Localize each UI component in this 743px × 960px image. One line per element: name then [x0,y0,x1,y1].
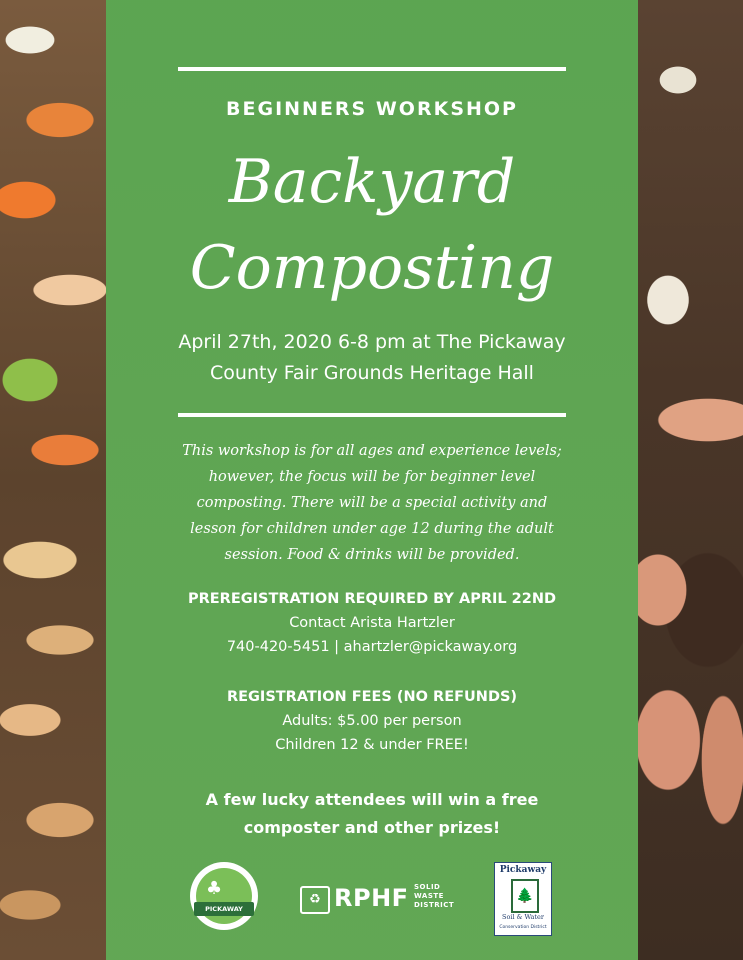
pickaway-swcd-logo [494,862,552,936]
prize-announcement [106,786,638,842]
middle-divider [178,413,566,417]
contact-name: Contact Arista Hartzler [289,615,455,631]
event-date-location [106,327,638,389]
pickaway-park-district-logo [190,862,258,930]
swcd-title: Pickaway [499,865,547,875]
eyebrow-heading: BEGINNERS WORKSHOP [226,98,518,120]
family-icon: ♣ [206,878,223,899]
title-line-2: Composting [189,233,555,303]
prize-line-1: A few lucky attendees will win a free [205,790,539,809]
registration-heading: PREREGISTRATION REQUIRED BY APRIL 22ND [187,591,557,607]
fee-children: Children 12 & under FREE! [275,737,469,753]
recycle-icon: ♻ [300,886,330,914]
fees-heading: REGISTRATION FEES (NO REFUNDS) [226,689,518,705]
contact-phone-email: 740-420-5451 | ahartzler@pickaway.org [226,639,518,655]
top-divider [178,67,566,71]
park-logo-text: PICKAWAY [194,902,254,916]
fee-adults: Adults: $5.00 per person [282,713,462,729]
date-line-2: County Fair Grounds Heritage Hall [210,362,534,384]
flyer-panel [106,0,638,960]
date-line-1: April 27th, 2020 6-8 pm at The Pickaway [178,331,566,353]
rphf-name: RPHF [334,884,409,912]
registration-section [106,587,638,659]
title-line-1: Backyard [228,147,516,217]
tree-water-icon: 🌲 [511,879,539,913]
compost-photo-left [0,0,106,960]
fees-section [106,685,638,757]
workshop-description: This workshop is for all ages and experience levels; however, the focus will be for beginner level composting. There will be a special activity and lesson for children under age 12 during the adult session. Food & drinks will be provided. [182,443,562,563]
swcd-subtitle: Soil & Water [502,913,544,921]
rphf-subtitle: SOLID WASTE DISTRICT [414,883,455,909]
swcd-subtitle-2: Conservation District [499,925,547,930]
prize-line-2: composter and other prizes! [243,818,501,837]
rphf-solid-waste-logo [300,880,455,916]
hand-with-soil-image [638,360,743,900]
soil-photo-right [638,0,743,960]
